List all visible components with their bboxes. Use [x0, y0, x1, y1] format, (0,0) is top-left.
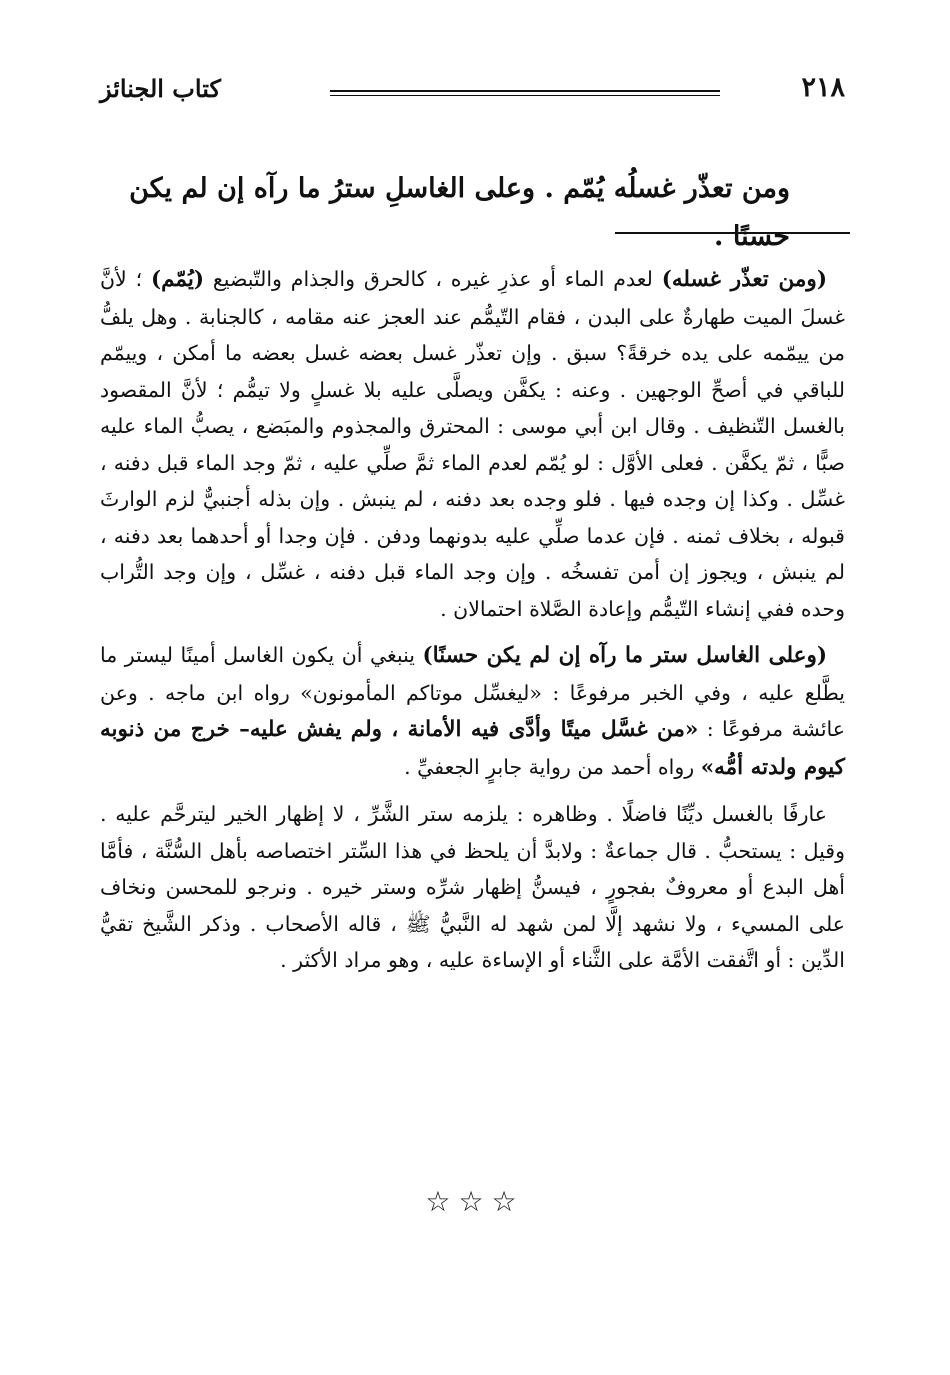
commentary-paragraph-2 — [100, 637, 845, 786]
page-header — [100, 72, 845, 112]
separator-rule — [615, 232, 850, 234]
header-rule — [330, 90, 720, 92]
commentary-paragraph-3: عارفًا بالغسل ديِّنًا فاضلًا . وظاهره : يلزمه ستر الشَّرِّ ، لا إظهار الخير ليترحَّم عليه . وقيل : يستحبُّ . قال جماعةٌ : ولابدَّ أن يلحظ في هذا السِّتر اختصاصه بأهل السُّنَّة ، فأمَّا أهل البدع أو معروفٌ بفجورٍ ، فيسنُّ إظهار شرِّه وستر خيره . ونرجو للمحسن ونخاف على المسيء ، ولا نشهد إلَّا لمن شهد له النَّبيُّ ﷺ ، قاله الأصحاب . وذكر الشَّيخ تقيُّ الدِّين : أو اتَّفقت الأمَّة على الثَّناء أو الإساءة عليه ، وهو مراد الأكثر . — [100, 802, 845, 972]
page-number: ٢١٨ — [801, 72, 845, 103]
commentary-paragraph-1 — [100, 261, 845, 627]
main-text: ومن تعذّر غسلُه يُمّم . وعلى الغاسلِ سترُ ما رآه إن لم يكن حسنًا . — [129, 173, 790, 252]
commentary — [100, 261, 845, 979]
commentary-text: رواه أحمد من رواية جابرٍ الجعفيِّ . — [404, 754, 701, 779]
quoted-matn: (ومن تعذّر غسله) — [661, 267, 827, 292]
commentary-text: لعدم الماء أو عذرِ غيره ، كالحرق والجذام والتّبضيع — [204, 267, 662, 291]
section-end-stars: ☆☆☆ — [425, 1185, 525, 1218]
commentary-text: ؛ لأنَّ غسلَ الميت طهارةٌ على البدن ، فقام التّيمُّم عند العجز عنه مقامه ، كالجنابة . وهل يلفُّ من ييمّمه على يده خرقةً؟ سبق . وإن تعذّر غسل بعضه غسل بعضه ما أمكن ، وييمّم للباقي في أصحِّ الوجهين . وعنه : يكفَّن ويصلَّى عليه بلا غسلٍ ولا تيمُّم ؛ لأنَّ المقصود بالغسل التّنظيف . وقال ابن أبي موسى : المحترق والمجذوم والمبَضع ، يصبُّ الماء عليه صبًّا ، ثمّ يكفَّن . فعلى الأوَّل : لو يُمّم لعدم الماء ثمَّ صلِّي عليه ، ثمّ وجد الماء قبل دفنه ، غسِّل . وكذا إن وجده فيها . فلو وجده بعد دفنه ، لم ينبش . وإن بذله أجنبيٌّ لزم الوارثَ قبوله ، بخلاف ثمنه . فإن عدما صلِّي عليه بدونهما ودفن . فإن وجدا أو أحدهما بعد دفنه ، لم ينبش ، ويجوز إن أمن تفسخُه . وإن وجد الماء قبل دفنه ، غسِّل ، وإن وجد التُّراب وحده ففي إنشاء التّيمُّم وإعادة الصَّلاة احتمالان . — [100, 267, 845, 621]
commentary-text: ينبغي أن يكون الغاسل أمينًا ليستر ما يطَّلع عليه ، وفي الخبر مرفوعًا : «ليغسِّل موتاكم المأمونون» رواه ابن ماجه . وعن عائشة مرفوعًا : — [100, 643, 846, 741]
quoted-matn: (وعلى الغاسل ستر ما رآه إن لم يكن حسنًا) — [422, 643, 827, 668]
quoted-matn: (يُمّم) — [150, 267, 205, 292]
running-title: كتاب الجنائز — [100, 74, 221, 103]
hadith-text: «من غسَّل ميتًا وأدَّى فيه الأمانة ، ولم يفش عليه– خرج من ذنوبه كيوم ولدته أمُّه» — [100, 717, 845, 780]
